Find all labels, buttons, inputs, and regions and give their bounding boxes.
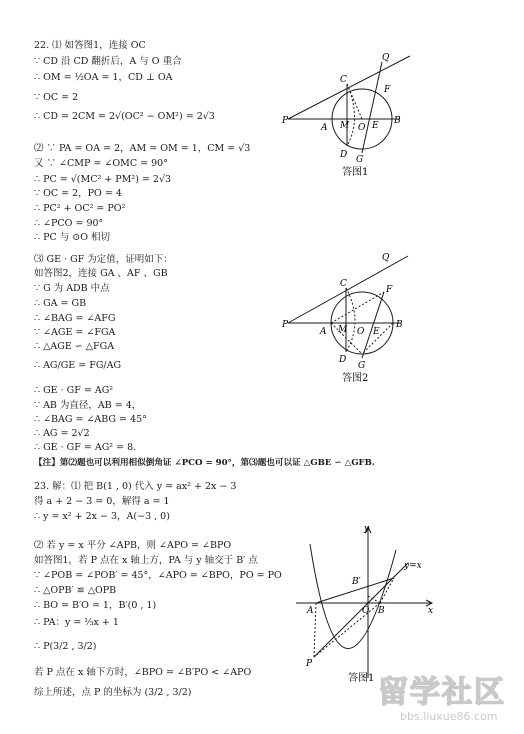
q23-line-1: 23. 解：⑴ 把 B(1 , 0) 代入 y = ax² + 2x − 3	[34, 481, 237, 492]
q22-line-25: ∴ GE · GF = AG² = 8.	[34, 442, 137, 453]
fig2-label-a: A	[320, 327, 327, 337]
fig2-label-e: E	[373, 327, 380, 337]
fig2-label-m: M	[338, 325, 348, 335]
fig2-label-q: Q	[382, 253, 390, 263]
q22-line-9: ∵ OC = 2，PO = 4	[34, 188, 122, 199]
fig2-label-d: D	[339, 355, 347, 365]
fig1-label-d: D	[340, 150, 348, 160]
q22-line-23: ∴ ∠BAG = ∠ABG = 45°	[34, 414, 147, 425]
fig1-label-b: B	[394, 116, 401, 126]
q22-line-13: ⑶ GE · GF 为定值，证明如下：	[34, 254, 173, 265]
q22-line-5: ∴ CD = 2CM = 2√(OC² − OM²) = 2√3	[34, 111, 215, 122]
fig3-label-o: O	[362, 606, 370, 616]
fig3-label-x: x	[428, 606, 434, 616]
fig1-label-p: P	[282, 116, 289, 126]
fig1-label-c: C	[340, 75, 347, 85]
fig3-label-a: A	[307, 606, 314, 616]
q23-line-12: 综上所述，点 P 的坐标为 (3/2 , 3/2)	[34, 687, 192, 698]
q23-line-8: ∴ BO = B′O = 1，B′(0 , 1)	[34, 600, 157, 611]
q22-line-16: ∴ GA = GB	[34, 298, 87, 309]
fig2-label-o: O	[357, 327, 365, 337]
fig1-label-q: Q	[382, 53, 390, 63]
q23-line-5: 如答图1，若 P 点在 x 轴上方，PA 与 y 轴交于 B′ 点	[34, 555, 258, 566]
fig1-caption: 答图1	[342, 167, 369, 178]
fig3-caption: 答图1	[348, 673, 375, 684]
q22-line-7: 又 ∵ ∠CMP = ∠OMC = 90°	[34, 158, 168, 169]
q22-line-6: ⑵ ∵ PA = OA = 2，AM = OM = 1，CM = √3	[34, 143, 251, 154]
fig3-label-b: B	[378, 606, 385, 616]
q22-line-12: ∴ PC 与 ⊙O 相切	[34, 232, 111, 243]
fig3-label-yx: y=x	[404, 561, 422, 571]
q23-line-2: 得 a + 2 − 3 = 0，解得 a = 1	[34, 496, 170, 507]
fig2-label-b: B	[396, 320, 403, 330]
figure-1	[280, 50, 440, 180]
q23-line-7: ∴ △OPB′ ≌ △OPB	[34, 585, 117, 596]
fig1-label-f: F	[384, 85, 391, 95]
q22-line-11: ∴ ∠PCO = 90°	[34, 218, 104, 229]
q22-line-4: ∵ OC = 2	[34, 92, 79, 103]
watermark-logo	[348, 668, 520, 726]
q22-line-10: ∴ PC² + OC² = PO²	[34, 203, 126, 214]
q23-line-10: ∴ P(3/2 , 3/2)	[34, 641, 97, 652]
figure-2	[280, 248, 440, 388]
q22-line-15: ∵ G 为 ADB 中点	[34, 283, 110, 294]
q22-line-19: ∴ △AGE ∽ △FGA	[34, 341, 115, 352]
q22-line-2: ∵ CD 沿 CD 翻折后，A 与 O 重合	[34, 56, 182, 67]
q22-line-17: ∴ ∠BAG = ∠AFG	[34, 313, 116, 324]
q22-note: 【注】第⑵题也可以利用相似倒角证 ∠PCO = 90°，第⑶题也可以证 △GBE ∽ △GFB.	[34, 458, 375, 468]
watermark-title: 留学社区	[378, 675, 506, 710]
fig3-label-y: y	[364, 524, 370, 534]
watermark-url: bbs.liuxue86.com	[400, 710, 498, 723]
q23-line-6: ∵ ∠POB = ∠POB′ = 45°，∠APO = ∠BPO，PO = PO	[34, 570, 282, 581]
q22-line-1: 22. ⑴ 如答图1，连接 OC	[34, 40, 146, 51]
q22-line-18: ∵ ∠AGE = ∠FGA	[34, 327, 116, 338]
fig3-label-bprime: B′	[352, 577, 361, 587]
q22-line-22: ∵ AB 为直径，AB = 4，	[34, 400, 142, 411]
fig1-label-e: E	[372, 121, 379, 131]
q22-line-21: ∴ GE · GF = AG²	[34, 385, 114, 396]
q22-line-14: 如答图2，连接 GA 、AF 、GB	[34, 268, 168, 279]
fig2-label-g: G	[358, 361, 366, 371]
q22-line-3: ∴ OM = ½OA = 1，CD ⊥ OA	[34, 72, 173, 83]
fig1-label-g: G	[356, 155, 364, 165]
fig2-label-p: P	[282, 320, 289, 330]
fig1-label-o: O	[358, 123, 366, 133]
q22-line-20: ∴ AG/GE = FG/AG	[34, 360, 122, 371]
q22-line-8: ∴ PC = √(MC² + PM²) = 2√3	[34, 174, 172, 185]
fig3-label-p: P	[306, 659, 313, 669]
fig1-label-m: M	[340, 121, 350, 131]
fig2-caption: 答图2	[342, 373, 369, 384]
q23-line-4: ⑵ 若 y = x 平分 ∠APB，则 ∠APO = ∠BPO	[34, 540, 232, 551]
fig2-label-c: C	[340, 279, 347, 289]
q23-line-3: ∴ y = x² + 2x − 3，A(−3 , 0)	[34, 511, 170, 522]
q22-line-24: ∴ AG = 2√2	[34, 428, 90, 439]
fig2-label-f: F	[386, 285, 393, 295]
figure-3	[292, 520, 442, 686]
fig1-label-a: A	[321, 123, 328, 133]
q23-line-9: ∴ PA：y = ⅓x + 1	[34, 617, 119, 628]
q23-line-11: 若 P 点在 x 轴下方时，∠BPO = ∠B′PO < ∠APO	[34, 667, 252, 678]
